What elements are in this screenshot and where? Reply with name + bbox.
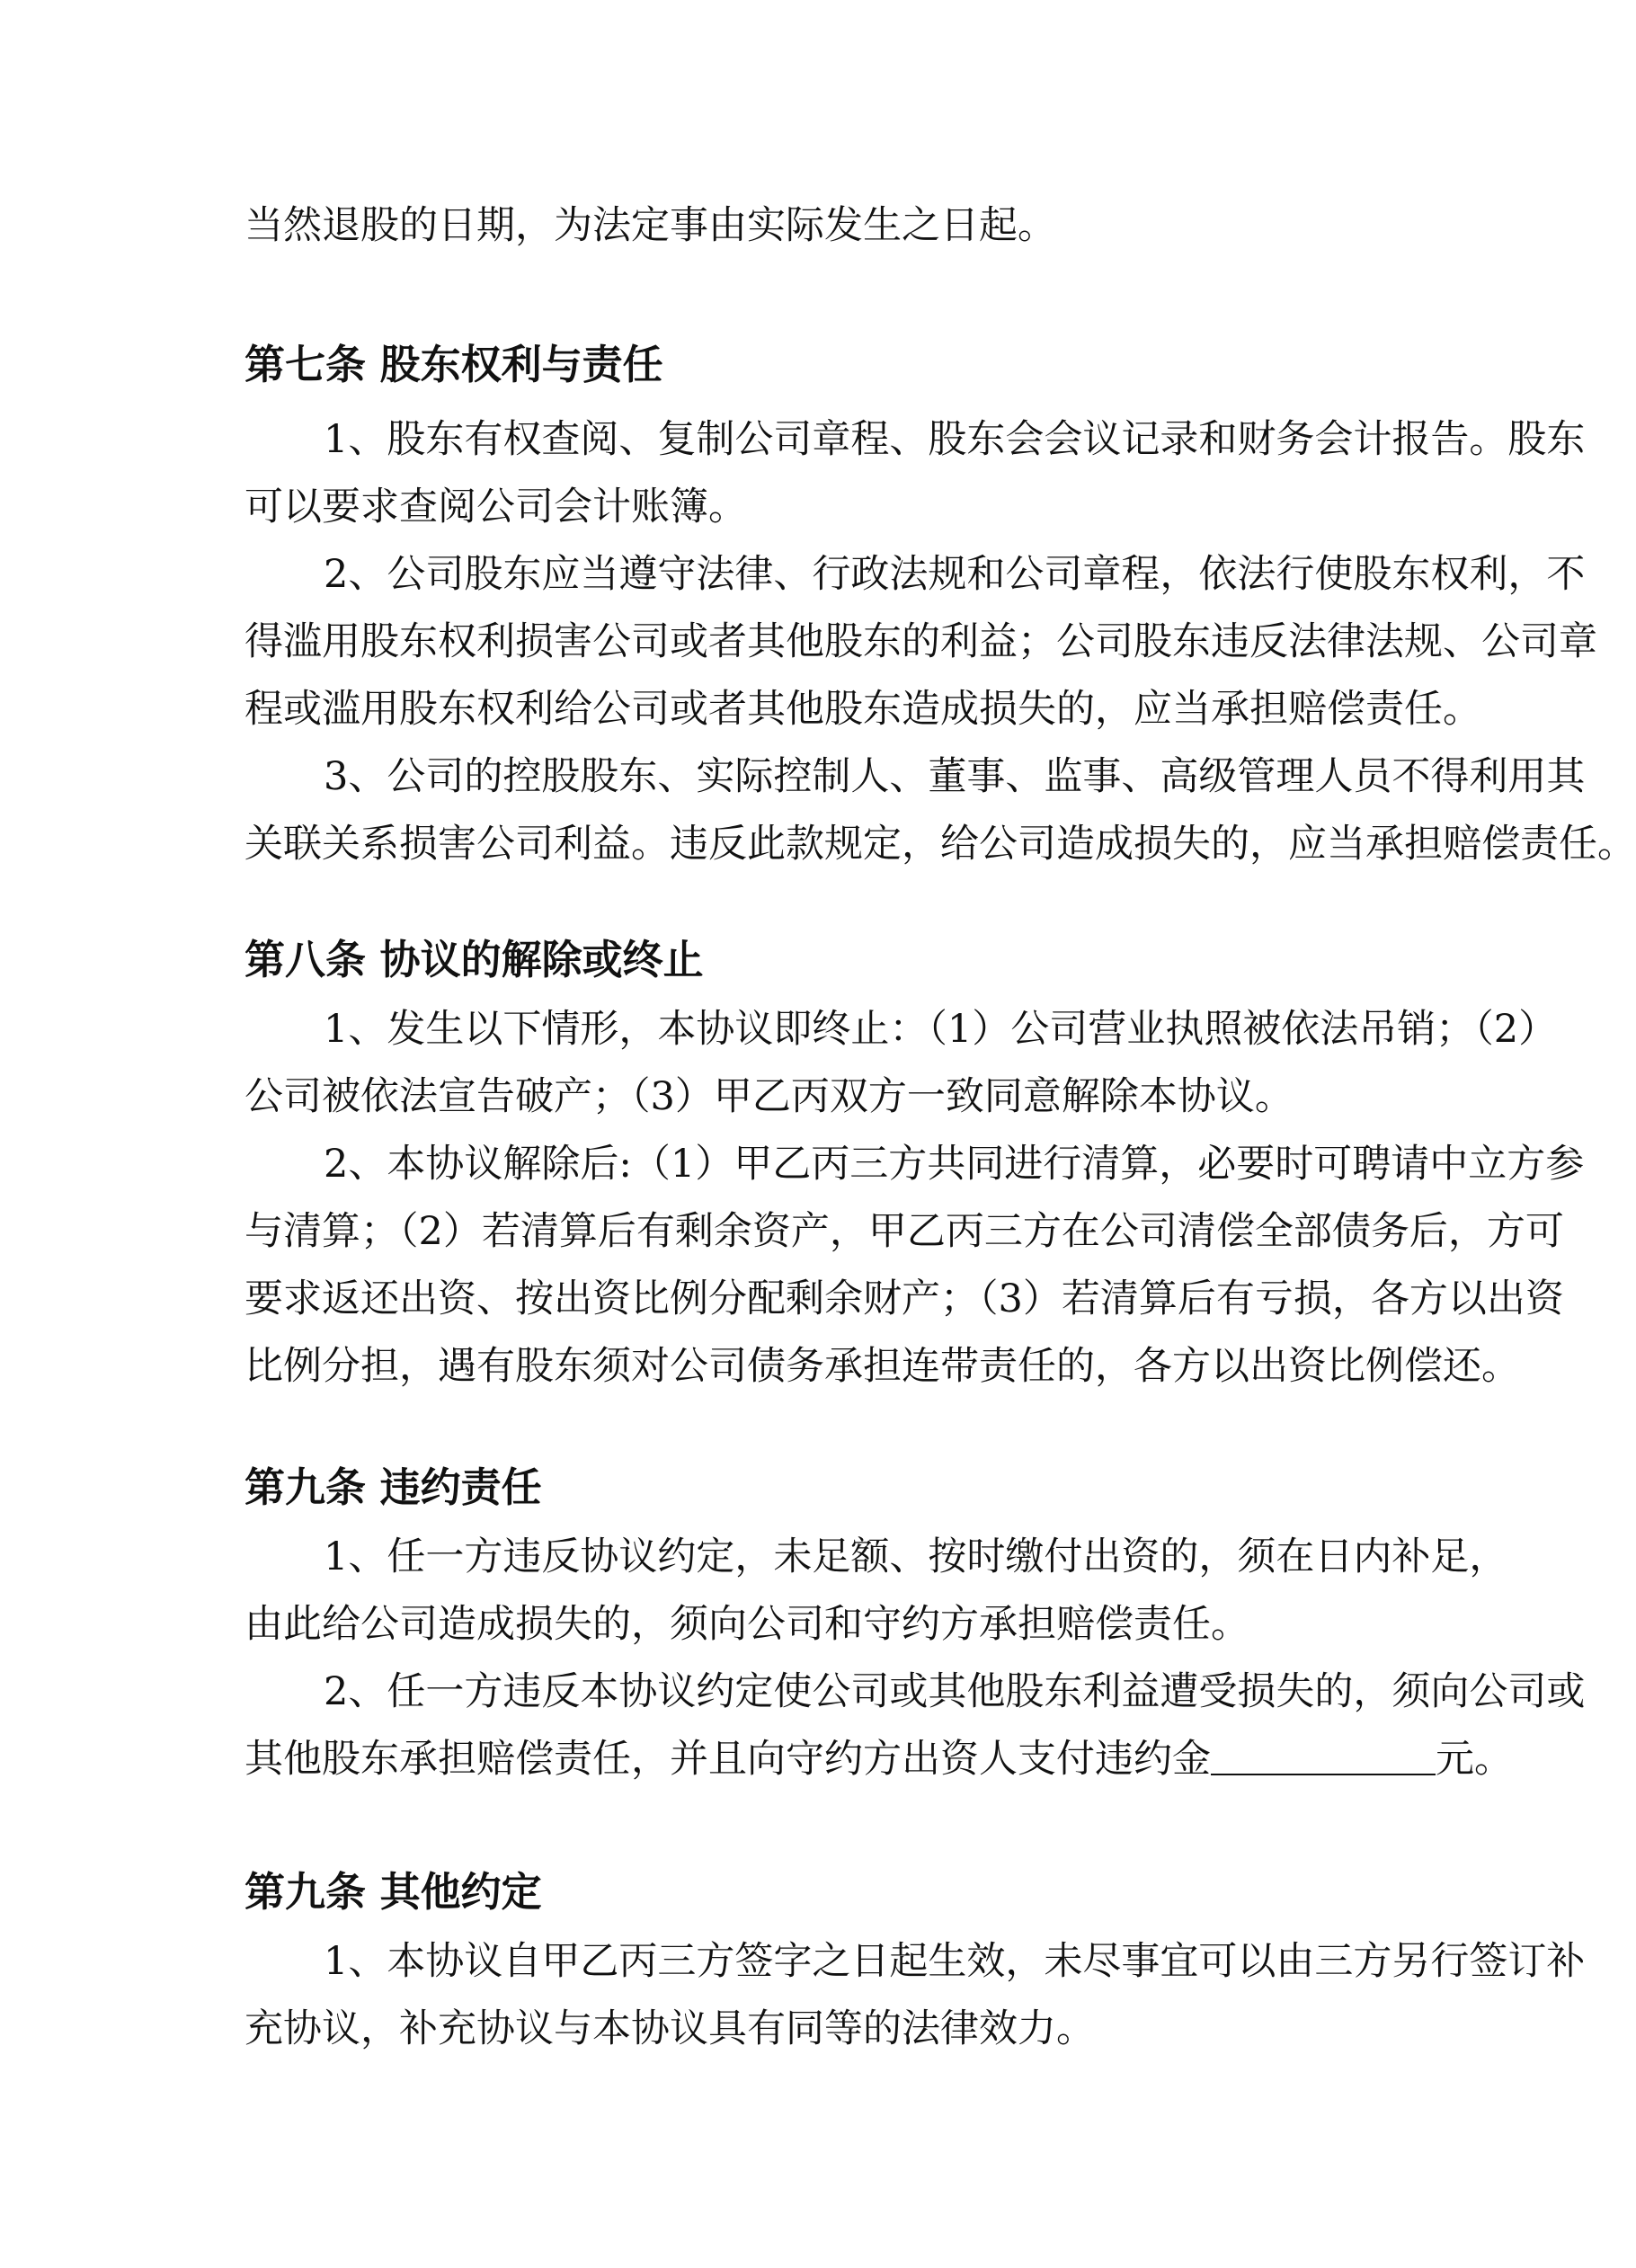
text-line: 3、公司的控股股东、实际控制人、董事、监事、高级管理人员不得利用其 [324, 754, 1586, 799]
text-line: 充协议，补充协议与本协议具有同等的法律效力。 [245, 2006, 1095, 2051]
section-heading: 第九条 违约责任 [245, 1463, 542, 1511]
section-heading: 第九条 其他约定 [245, 1868, 542, 1916]
text-line: 公司被依法宣告破产；（3）甲乙丙双方一致同意解除本协议。 [245, 1074, 1294, 1119]
section-heading: 第八条 协议的解除或终止 [245, 936, 704, 983]
text-line: 得滥用股东权利损害公司或者其他股东的利益；公司股东违反法律法规、公司章 [245, 619, 1597, 664]
section-heading: 第七条 股东权利与责任 [245, 341, 663, 388]
text-segment: 1、任一方违反协议约定，未足额、按时缴付出资的，须在 [324, 1534, 1315, 1579]
text-line: 要求返还出资、按出资比例分配剩余财产；（3）若清算后有亏损，各方以出资 [245, 1276, 1564, 1321]
text-line: 1、本协议自甲乙丙三方签字之日起生效，未尽事宜可以由三方另行签订补 [324, 1939, 1586, 1984]
text-line: 2、公司股东应当遵守法律、行政法规和公司章程，依法行使股东权利，不 [324, 552, 1586, 597]
section-7 [245, 331, 1636, 878]
penalty-amount-blank-field[interactable] [1211, 1738, 1436, 1775]
section-8 [245, 926, 1585, 1401]
text-line: 程或滥用股东权利给公司或者其他股东造成损失的，应当承担赔偿责任。 [245, 687, 1481, 732]
text-line: 2、任一方违反本协议约定使公司或其他股东利益遭受损失的，须向公司或 [324, 1669, 1586, 1714]
text-segment: 元。 [1436, 1737, 1513, 1782]
text-line: 比例分担，遇有股东须对公司债务承担连带责任的，各方以出资比例偿还。 [245, 1344, 1520, 1389]
text-line: 当然退股的日期，为法定事由实际发生之日起。 [245, 203, 1056, 248]
text-line: 1、股东有权查阅、复制公司章程、股东会会议记录和财务会计报告。股东 [324, 417, 1586, 462]
text-line: 由此给公司造成损失的，须向公司和守约方承担赔偿责任。 [245, 1602, 1249, 1647]
text-segment: 日内补足， [1314, 1534, 1508, 1579]
text-line [245, 1726, 1513, 1793]
section-9-breach [245, 1454, 1586, 1793]
text-line: 1、发生以下情形，本协议即终止：（1）公司营业执照被依法吊销；（2） [324, 1007, 1558, 1052]
text-line: 可以要求查阅公司会计账簿。 [245, 485, 747, 529]
text-line: 关联关系损害公司利益。违反此款规定，给公司造成损失的，应当承担赔偿责任。 [245, 822, 1636, 867]
text-line: 2、本协议解除后:（1）甲乙丙三方共同进行清算，必要时可聘请中立方参 [324, 1142, 1585, 1187]
section-9-other [245, 1858, 1586, 2063]
intro-paragraph [245, 192, 1368, 260]
text-segment: 其他股东承担赔偿责任，并且向守约方出资人支付违约金 [245, 1737, 1211, 1782]
text-line [245, 1524, 1508, 1591]
text-line: 与清算；（2）若清算后有剩余资产，甲乙丙三方在公司清偿全部债务后，方可 [245, 1209, 1564, 1254]
